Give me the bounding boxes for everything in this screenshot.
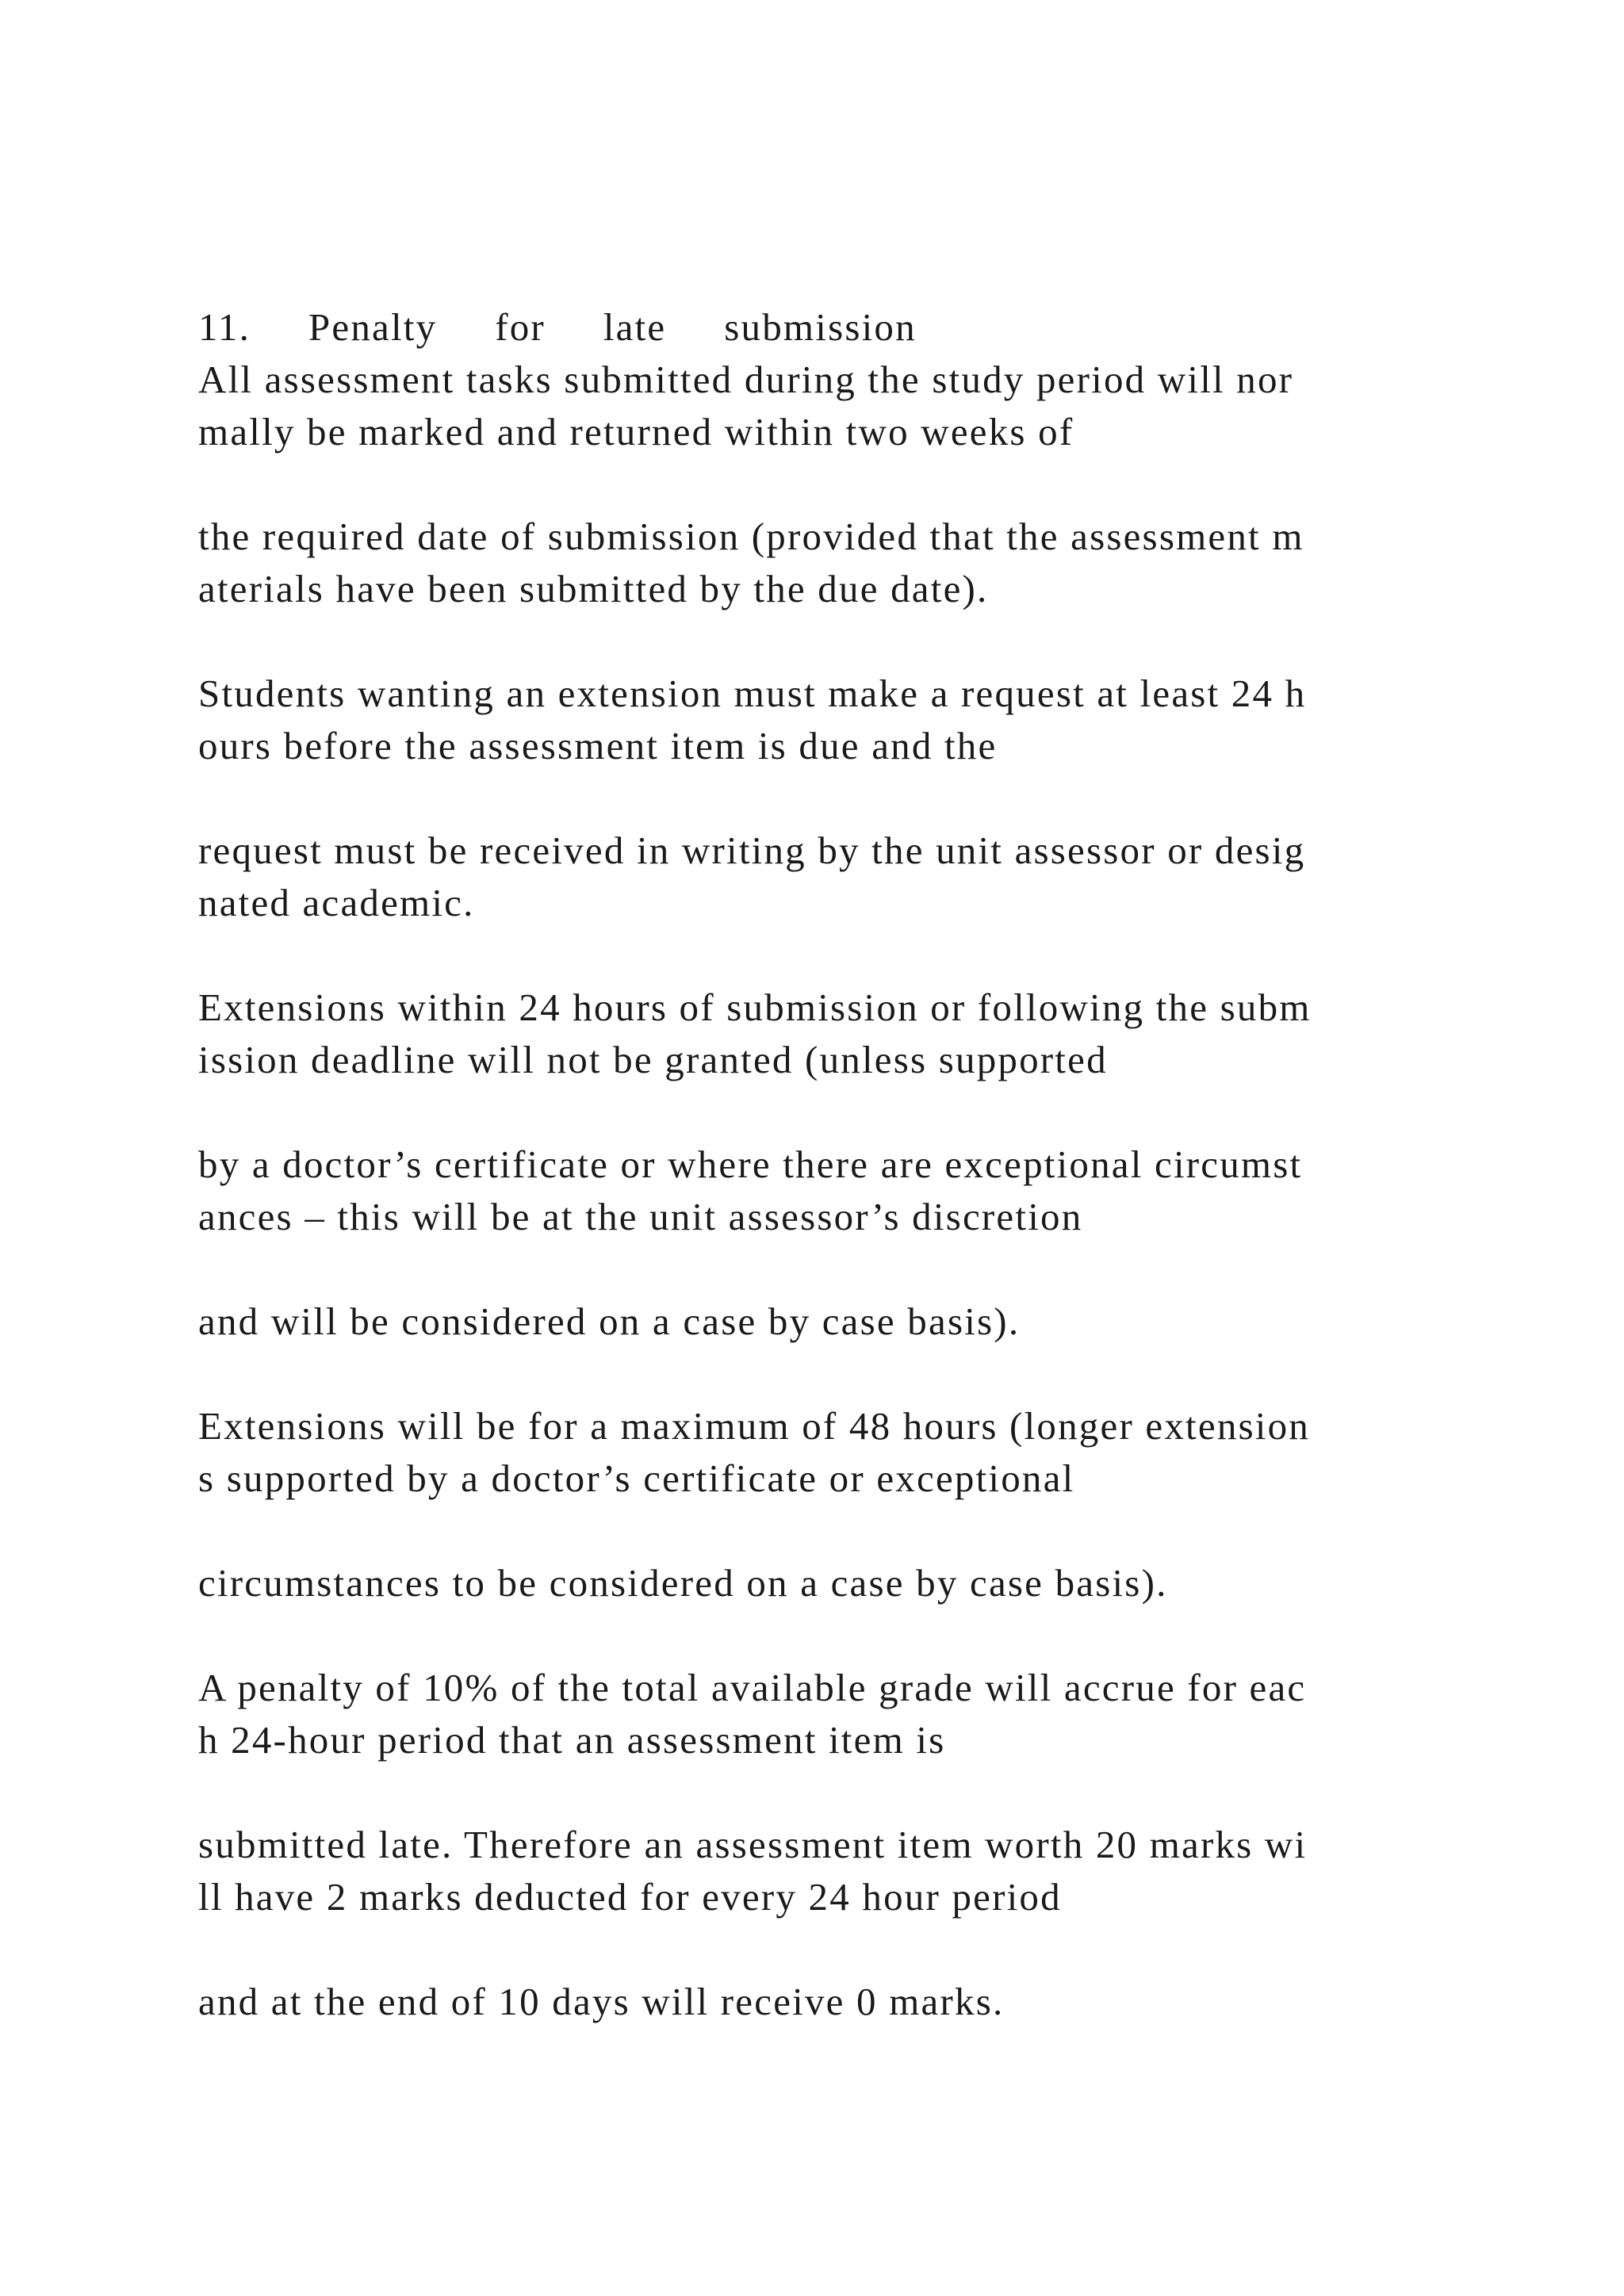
text-line: request must be received in writing by the unit assessor or desig [198,828,1306,872]
text-line: the required date of submission (provided that the assessment m [198,515,1304,558]
text-line: and at the end of 10 days will receive 0 marks. [198,1980,1005,2023]
text-line: Extensions within 24 hours of submission or following the subm [198,985,1312,1029]
text-line: h 24-hour period that an assessment item is [198,1718,946,1762]
text-line: ll have 2 marks deducted for every 24 hour period [198,1875,1062,1919]
text-line: A penalty of 10% of the total available grade will accrue for eac [198,1666,1307,1709]
text-line: All assessment tasks submitted during the study period will nor [198,358,1294,401]
text-line: ission deadline will not be granted (unless supported [198,1038,1108,1081]
text-line: Students wanting an extension must make a request at least 24 h [198,672,1307,715]
text-line: nated academic. [198,881,475,924]
text-line: and will be considered on a case by case basis). [198,1299,1021,1343]
text-line: s supported by a doctor’s certificate or exceptional [198,1456,1075,1500]
text-line: submitted late. Therefore an assessment item worth 20 marks wi [198,1823,1308,1866]
text-line: by a doctor’s certificate or where there are exceptional circumst [198,1142,1303,1186]
text-line: aterials have been submitted by the due date). [198,567,989,610]
section-heading: 11. Penalty for late submission [198,305,917,349]
text-line: ances – this will be at the unit assessor’s discretion [198,1195,1083,1238]
text-line: Extensions will be for a maximum of 48 hours (longer extension [198,1404,1311,1448]
text-line: ours before the assessment item is due and the [198,724,998,767]
text-line: mally be marked and returned within two weeks of [198,410,1074,453]
text-line: circumstances to be considered on a case by case basis). [198,1561,1168,1605]
